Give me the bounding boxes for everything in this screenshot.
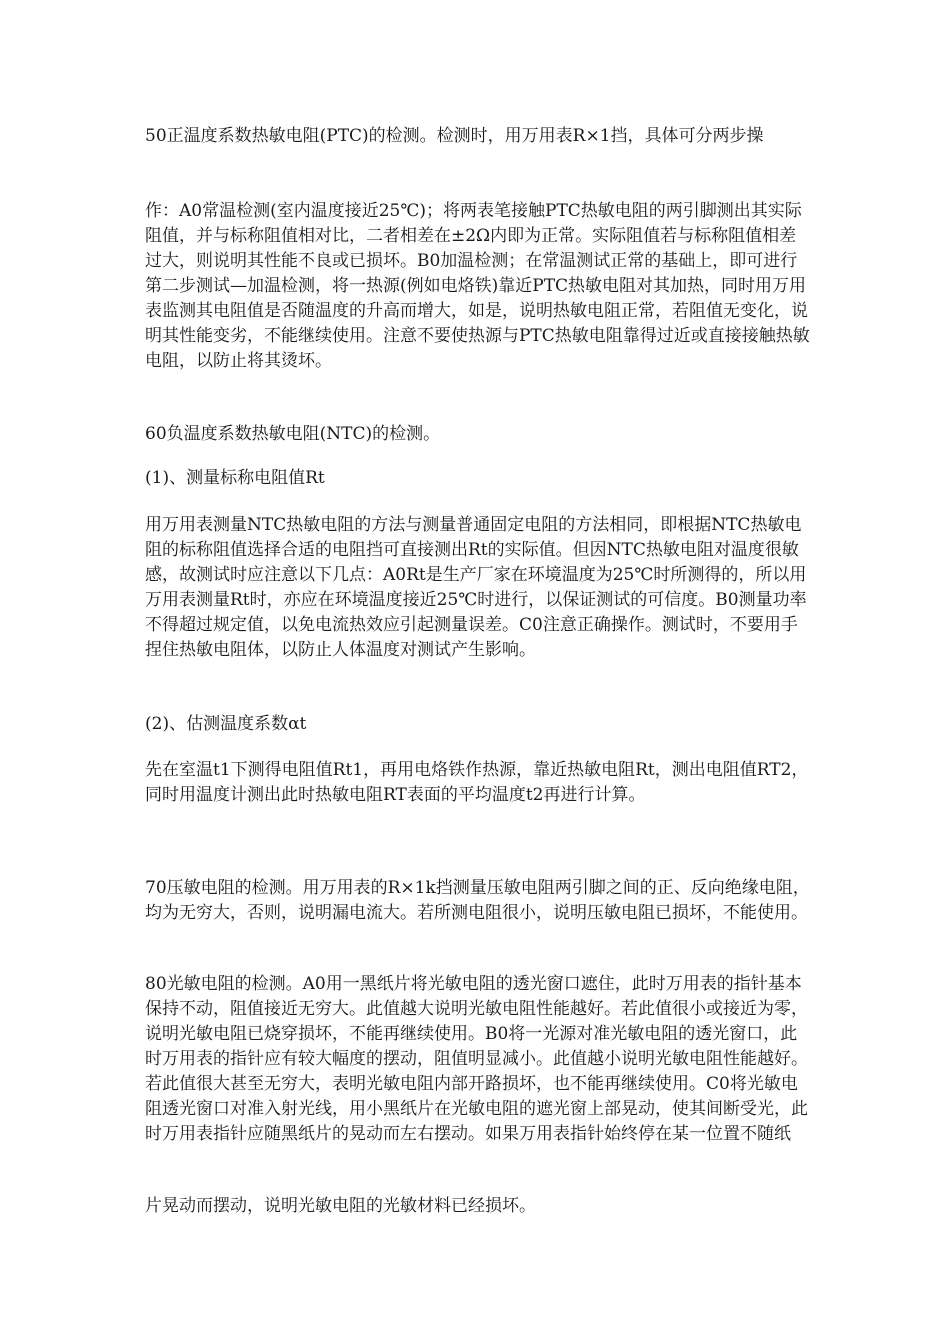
paragraph-ntc-measure: 用万用表测量NTC热敏电阻的方法与测量普通固定电阻的方法相同，即根据NTC热敏电阻的标称阻值选择合适的电阻挡可直接测出Rt的实际值。但因NTC热敏电阻对温度很敏感，故测试时应注意以下几点：A0Rt是生产厂家在环境温度为25℃时所测得的，所以用万用表测量Rt时，亦应在环境温度接近25℃时进行，以保证测试的可信度。B0测量功率不得超过规定值，以免电流热效应引起测量误差。C0注意正确操作。测试时，不要用手捏住热敏电阻体，以防止人体温度对测试产生影响。 <box>145 515 807 660</box>
paragraph-ptc-intro: 50正温度系数热敏电阻(PTC)的检测。检测时，用万用表R×1挡，具体可分两步操 <box>145 126 764 146</box>
paragraph-photoresistor: 80光敏电阻的检测。A0用一黑纸片将光敏电阻的透光窗口遮住，此时万用表的指针基本保持不动，阻值接近无穷大。此值越大说明光敏电阻性能越好。若此值很小或接近为零，说明光敏电阻已烧穿损坏，不能再继续使用。B0将一光源对准光敏电阻的透光窗口，此时万用表的指针应有较大幅度的摆动，阻值明显减小。此值越小说明光敏电阻性能越好。若此值很大甚至无穷大，表明光敏电阻内部开路损坏，也不能再继续使用。C0将光敏电阻透光窗口对准入射光线，用小黑纸片在光敏电阻的遮光窗上部晃动，使其间断受光，此时万用表指针应随黑纸片的晃动而左右摆动。如果万用表指针始终停在某一位置不随纸 <box>145 974 808 1144</box>
paragraph-ntc-estimate: 先在室温t1下测得电阻值Rt1，再用电烙铁作热源，靠近热敏电阻Rt，测出电阻值RT2，同时用温度计测出此时热敏电阻RT表面的平均温度t2再进行计算。 <box>145 760 809 805</box>
paragraph-ntc-sub1: (1)、测量标称电阻值Rt <box>145 468 325 488</box>
paragraph-photoresistor-end: 片晃动而摆动，说明光敏电阻的光敏材料已经损坏。 <box>145 1196 536 1216</box>
paragraph-varistor: 70压敏电阻的检测。用万用表的R×1k挡测量压敏电阻两引脚之间的正、反向绝缘电阻，均为无穷大，否则，说明漏电流大。若所测电阻很小，说明压敏电阻已损坏，不能使用。 <box>145 878 810 923</box>
paragraph-ntc-heading: 60负温度系数热敏电阻(NTC)的检测。 <box>145 424 441 444</box>
paragraph-ntc-sub2: (2)、估测温度系数αt <box>145 714 307 734</box>
paragraph-ptc-steps: 作：A0常温检测(室内温度接近25℃)；将两表笔接触PTC热敏电阻的两引脚测出其实际阻值，并与标称阻值相对比，二者相差在±2Ω内即为正常。实际阻值若与标称阻值相差过大，则说明其性能不良或已损坏。B0加温检测；在常温测试正常的基础上，即可进行第二步测试—加温检测，将一热源(例如电烙铁)靠近PTC热敏电阻对其加热，同时用万用表监测其电阻值是否随温度的升高而增大，如是，说明热敏电阻正常，若阻值无变化，说明其性能变劣，不能继续使用。注意不要使热源与PTC热敏电阻靠得过近或直接接触热敏电阻，以防止将其烫坏。 <box>145 201 810 371</box>
